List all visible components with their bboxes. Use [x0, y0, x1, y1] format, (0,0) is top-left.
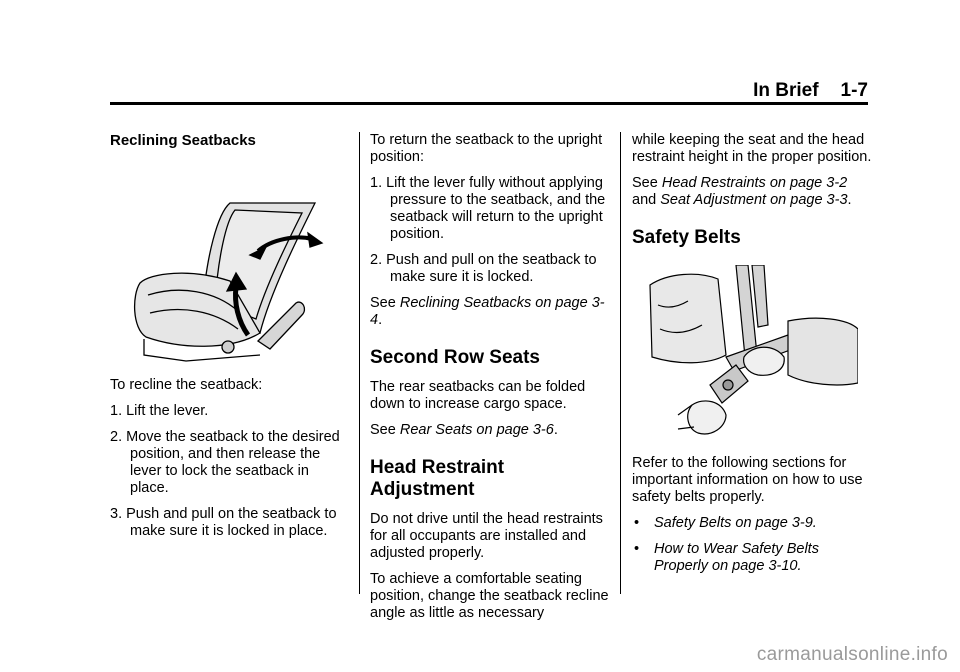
bullet-safety-belts[interactable]: • Safety Belts on page 3-9. — [632, 515, 872, 532]
xref-head-restraints[interactable]: Head Restraints on page 3-2 — [661, 175, 848, 191]
page-header — [753, 80, 868, 102]
heading-reclining-seatbacks: Reclining Seatbacks — [110, 132, 256, 149]
see-reclining-seatbacks — [370, 295, 610, 329]
see-suffix: . — [847, 192, 852, 208]
heading-head-restraint-adjustment — [370, 457, 610, 501]
xref-reclining-seatbacks[interactable]: Reclining Seatbacks on page 3-4 — [370, 295, 605, 328]
recline-intro: To recline the seatback: — [110, 377, 263, 393]
head-restraint-text-2: To achieve a comfortable seating position, change the seatback recline angle as little as necessary — [370, 571, 609, 621]
safety-text: Refer to the following sections for important information on how to use safety belts properly. — [632, 455, 863, 505]
heading-line-2: Adjustment — [370, 479, 475, 500]
see-rear-seats — [370, 422, 610, 439]
see-head-restraints — [632, 175, 872, 209]
column-2 — [370, 132, 610, 631]
heading-line-1: Head Restraint — [370, 457, 505, 478]
upright-step-2: 2. Push and pull on the seatback to make sure it is locked. — [370, 252, 597, 285]
watermark: carmanualsonline.info — [756, 644, 948, 665]
second-row-text: The rear seatbacks can be folded down to increase cargo space. — [370, 379, 586, 412]
see-prefix: See — [370, 422, 400, 438]
recline-step-2: 2. Move the seatback to the desired position, and then release the lever to lock the seatback in place. — [110, 429, 340, 496]
column-divider-2 — [620, 132, 621, 594]
head-restraint-text-1: Do not drive until the head restraints for all occupants are installed and adjusted properly. — [370, 511, 603, 561]
see-prefix: See — [632, 175, 662, 191]
see-suffix: . — [553, 422, 558, 438]
see-mid: and — [632, 192, 661, 208]
column-divider-1 — [359, 132, 360, 594]
continued-text: while keeping the seat and the head restraint height in the proper position. — [632, 132, 872, 165]
recline-step-3: 3. Push and pull on the seatback to make sure it is locked in place. — [110, 506, 337, 539]
page-number: 1-7 — [840, 80, 868, 101]
bullet-how-to-wear[interactable]: • How to Wear Safety Belts Properly on page 3-10. — [632, 541, 872, 575]
heading-safety-belts: Safety Belts — [632, 227, 741, 248]
see-prefix: See — [370, 295, 400, 311]
section-title: In Brief — [753, 80, 819, 101]
xref-seat-adjustment[interactable]: Seat Adjustment on page 3-3 — [660, 192, 848, 208]
header-rule — [110, 102, 868, 105]
see-suffix: . — [378, 312, 383, 328]
column-1 — [110, 132, 350, 549]
heading-second-row-seats: Second Row Seats — [370, 347, 540, 368]
xref-rear-seats[interactable]: Rear Seats on page 3-6 — [399, 422, 554, 438]
safety-belt-illustration — [648, 265, 858, 443]
upright-intro: To return the seatback to the upright position: — [370, 132, 603, 165]
column-3 — [632, 132, 872, 584]
recline-step-1: 1. Lift the lever. — [110, 403, 209, 419]
seat-recline-illustration — [110, 163, 350, 363]
upright-step-1: 1. Lift the lever fully without applying pressure to the seatback, and the seatback will return to the upright position. — [370, 175, 606, 242]
